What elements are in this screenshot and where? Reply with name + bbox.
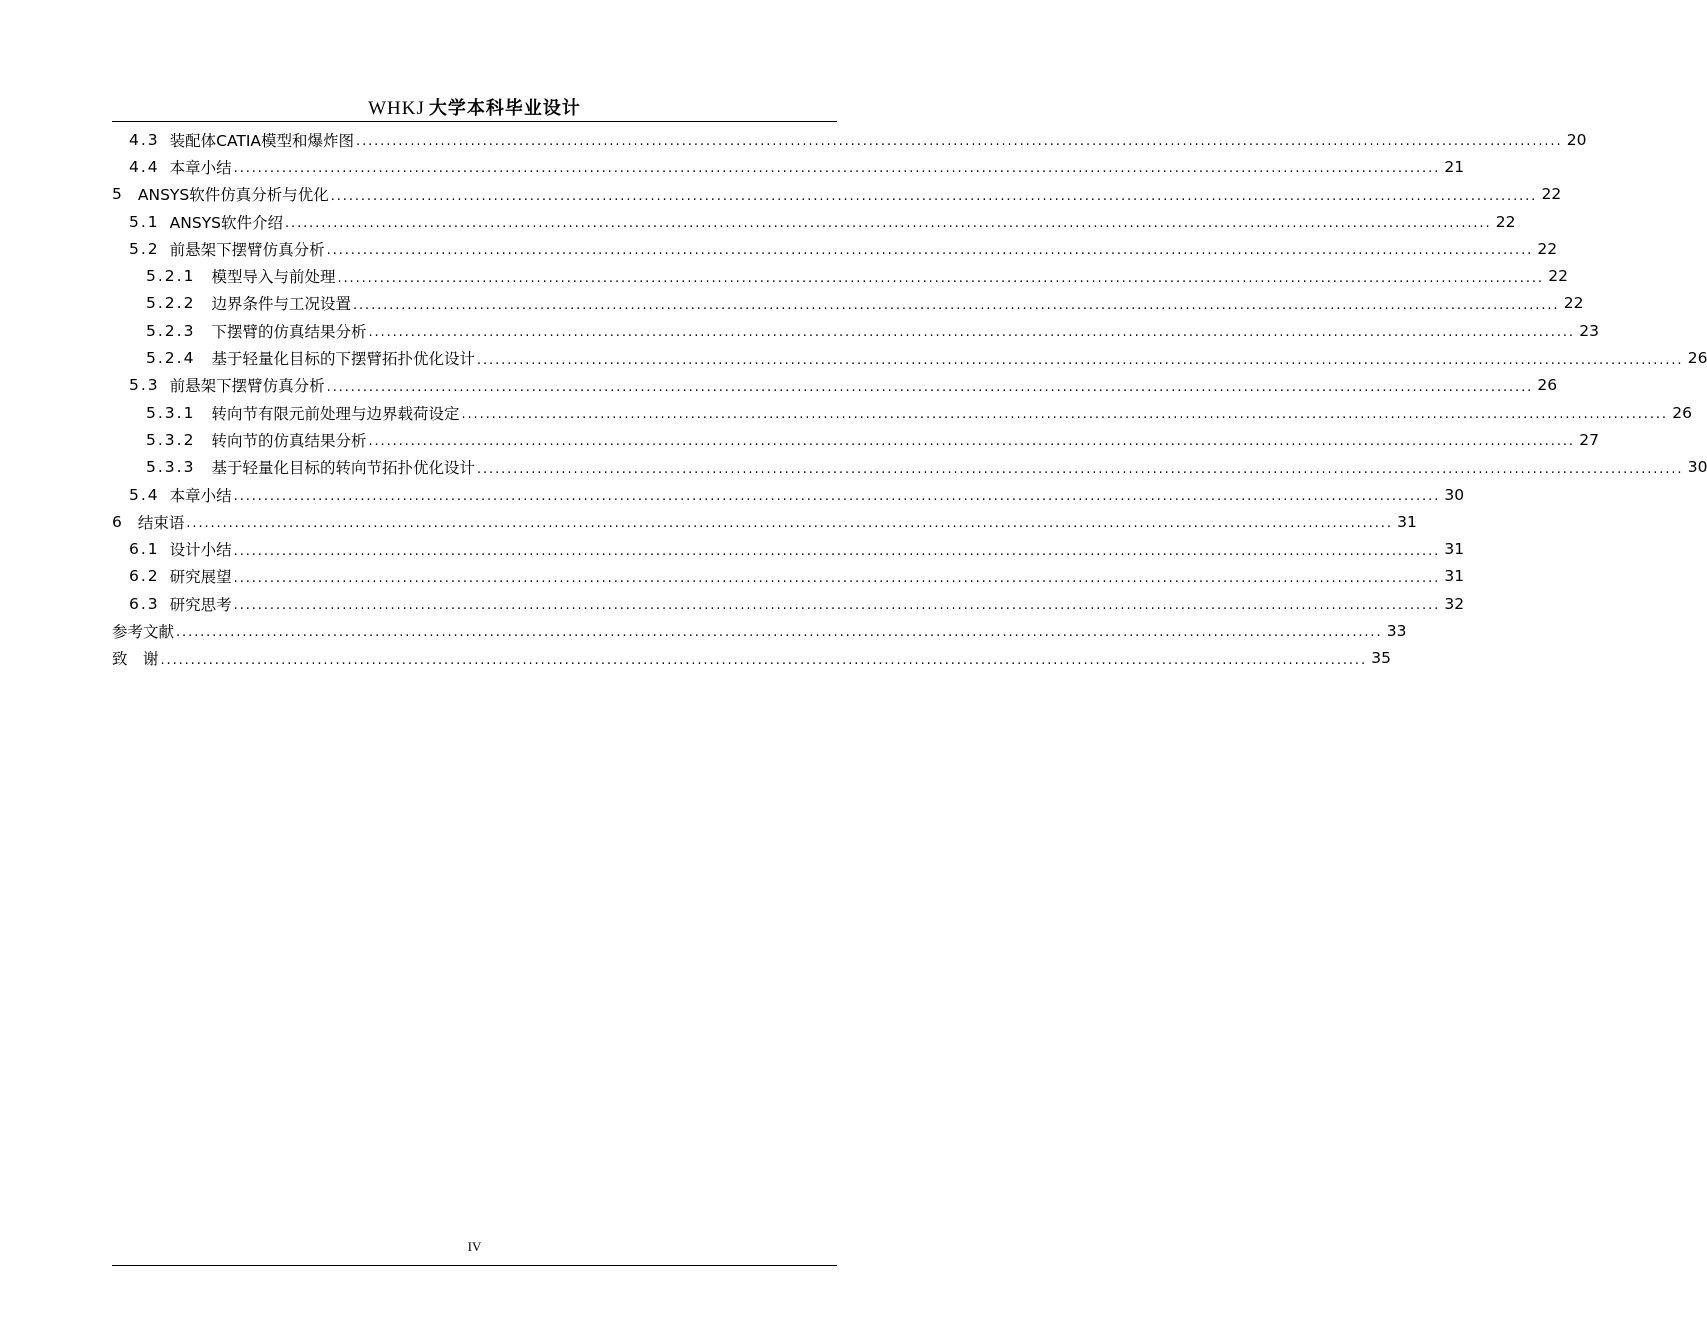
header-title xyxy=(368,92,581,124)
toc-entry-title: 研究展望 xyxy=(169,568,232,587)
toc-entry-number: 5.3.2 xyxy=(146,430,196,449)
toc-entry[interactable] xyxy=(112,153,1465,180)
toc-entry-page: 35 xyxy=(1371,649,1391,668)
toc-entry[interactable] xyxy=(112,590,1465,617)
toc-entry-title: 前悬架下摆臂仿真分析 xyxy=(169,377,325,396)
toc-entry-page: 22 xyxy=(1541,185,1562,204)
toc-entry-number: 6 xyxy=(112,512,124,531)
toc-entry-title: 基于轻量化目标的下摆臂拓扑优化设计 xyxy=(211,350,475,369)
toc-entry-number: 6.1 xyxy=(129,540,160,559)
toc-entry-number: 5.2.4 xyxy=(146,349,196,368)
toc-entry[interactable] xyxy=(112,208,1516,235)
toc-dot-leader: ........................................................................................................................................................................................................ xyxy=(461,407,1668,423)
toc-entry[interactable] xyxy=(112,508,1417,535)
toc-entry-page: 30 xyxy=(1444,485,1465,504)
toc-dot-leader: ........................................................................................................................................................................................................ xyxy=(285,216,1492,232)
toc-dot-leader: ........................................................................................................................................................................................................ xyxy=(186,516,1393,532)
toc-entry-title: ANSYS软件介绍 xyxy=(169,213,284,232)
toc-entry-number: 6.3 xyxy=(129,594,160,613)
toc-entry-title: 本章小结 xyxy=(169,486,232,505)
toc-entry-title: 模型导入与前处理 xyxy=(211,268,336,287)
toc-entry[interactable] xyxy=(112,426,1599,453)
toc-entry-number: 5.2.3 xyxy=(146,321,196,340)
page-number: IV xyxy=(467,1239,482,1254)
toc-entry[interactable] xyxy=(112,372,1558,399)
toc-entry-page: 22 xyxy=(1495,212,1516,231)
toc-dot-leader: ........................................................................................................................................................................................................ xyxy=(176,625,1383,641)
toc-dot-leader: ........................................................................................................................................................................................................ xyxy=(233,489,1441,504)
toc-dot-leader: ........................................................................................................................................................................................................ xyxy=(352,297,1560,313)
toc-entry-title: 转向节的仿真结果分析 xyxy=(211,431,367,450)
toc-entry[interactable] xyxy=(112,645,1391,672)
toc-entry[interactable] xyxy=(112,563,1465,590)
toc-entry-number: 5 xyxy=(112,185,124,204)
header-cjk-text: 大学本科毕业设计 xyxy=(428,98,581,119)
toc-entry-number: 5.3 xyxy=(129,376,160,395)
toc-entry-page: 22 xyxy=(1548,267,1568,286)
toc-entry-page: 26 xyxy=(1672,403,1692,422)
toc-entry-number: 5.3.1 xyxy=(146,403,196,422)
header-latin-text: WHKJ xyxy=(368,98,425,119)
toc-entry-number: 6.2 xyxy=(129,567,160,586)
toc-dot-leader: ........................................................................................................................................................................................................ xyxy=(233,570,1441,586)
toc-dot-leader: ........................................................................................................................................................................................................ xyxy=(233,598,1441,614)
toc-dot-leader: ........................................................................................................................................................................................................ xyxy=(368,325,1575,341)
toc-entry-page: 27 xyxy=(1579,430,1599,449)
toc-dot-leader: ........................................................................................................................................................................................................ xyxy=(476,461,1684,477)
toc-dot-leader: ........................................................................................................................................................................................................ xyxy=(326,243,1534,259)
toc-dot-leader: ........................................................................................................................................................................................................ xyxy=(368,434,1575,450)
toc-entry-title: ANSYS软件仿真分析与优化 xyxy=(137,186,329,205)
toc-entry-title: 结束语 xyxy=(137,513,185,532)
toc-entry-title: 装配体CATIA模型和爆炸图 xyxy=(169,131,355,150)
toc-entry[interactable] xyxy=(112,290,1584,317)
toc-entry-page: 22 xyxy=(1563,294,1584,313)
toc-entry[interactable] xyxy=(112,454,1707,481)
toc-entry-title: 边界条件与工况设置 xyxy=(211,295,351,314)
toc-entry-page: 30 xyxy=(1687,458,1707,477)
toc-dot-leader: ........................................................................................................................................................................................................ xyxy=(476,352,1684,368)
toc-entry-page: 22 xyxy=(1537,239,1558,258)
toc-entry[interactable] xyxy=(112,235,1558,262)
toc-entry-title: 前悬架下摆臂仿真分析 xyxy=(169,240,325,259)
toc-entry-title: 基于轻量化目标的转向节拓扑优化设计 xyxy=(211,459,475,478)
toc-dot-leader: ........................................................................................................................................................................................................ xyxy=(337,270,1544,286)
toc-entry-title: 参考文献 xyxy=(112,622,175,641)
toc-dot-leader: ........................................................................................................................................................................................................ xyxy=(330,188,1538,204)
toc-entry-number: 4.4 xyxy=(129,157,160,176)
toc-entry[interactable] xyxy=(112,317,1599,344)
toc-entry-number: 5.1 xyxy=(129,212,160,231)
toc-entry-number: 5.2.1 xyxy=(146,267,196,286)
toc-entry[interactable] xyxy=(112,535,1465,562)
toc-entry[interactable] xyxy=(112,617,1407,644)
toc-entry-page: 31 xyxy=(1444,567,1465,586)
toc-entry-title: 设计小结 xyxy=(169,541,232,560)
toc-entry-number: 4.3 xyxy=(129,130,160,149)
toc-entry[interactable] xyxy=(112,481,1465,508)
toc-dot-leader: ........................................................................................................................................................................................................ xyxy=(326,379,1534,395)
toc-entry[interactable] xyxy=(112,399,1692,426)
toc-entry-page: 33 xyxy=(1386,621,1407,640)
toc-entry-page: 31 xyxy=(1397,512,1417,531)
toc-entry-title: 致 谢 xyxy=(112,650,159,669)
toc-entry-number: 5.4 xyxy=(129,485,160,504)
toc-entry[interactable] xyxy=(112,126,1587,153)
toc-dot-leader: ........................................................................................................................................................................................................ xyxy=(233,161,1441,177)
toc-entry-number: 5.2.2 xyxy=(146,294,196,313)
toc-entry-title: 研究思考 xyxy=(169,595,232,614)
toc-entry-number: 5.2 xyxy=(129,239,160,258)
toc-entry[interactable] xyxy=(112,181,1562,208)
toc-entry-title: 转向节有限元前处理与边界载荷设定 xyxy=(211,404,460,423)
toc-entry-page: 31 xyxy=(1444,540,1465,559)
toc-entry-page: 23 xyxy=(1579,321,1599,340)
toc-entry-page: 26 xyxy=(1687,349,1707,368)
toc-entry-number: 5.3.3 xyxy=(146,458,196,477)
toc-entry-page: 20 xyxy=(1566,130,1587,149)
toc-entry-page: 26 xyxy=(1537,376,1558,395)
toc-entry[interactable] xyxy=(112,262,1568,289)
toc-entry-page: 32 xyxy=(1444,594,1465,613)
toc-dot-leader: ........................................................................................................................................................................................................ xyxy=(356,134,1563,150)
toc-dot-leader: ........................................................................................................................................................................................................ xyxy=(160,652,1367,668)
page-footer xyxy=(112,1236,837,1266)
page-header xyxy=(112,92,837,122)
table-of-contents xyxy=(112,126,1707,672)
toc-entry[interactable] xyxy=(112,344,1707,371)
toc-entry-title: 本章小结 xyxy=(169,158,232,177)
toc-entry-title: 下摆臂的仿真结果分析 xyxy=(211,322,367,341)
toc-dot-leader: ........................................................................................................................................................................................................ xyxy=(233,543,1441,559)
toc-entry-page: 21 xyxy=(1444,157,1465,176)
